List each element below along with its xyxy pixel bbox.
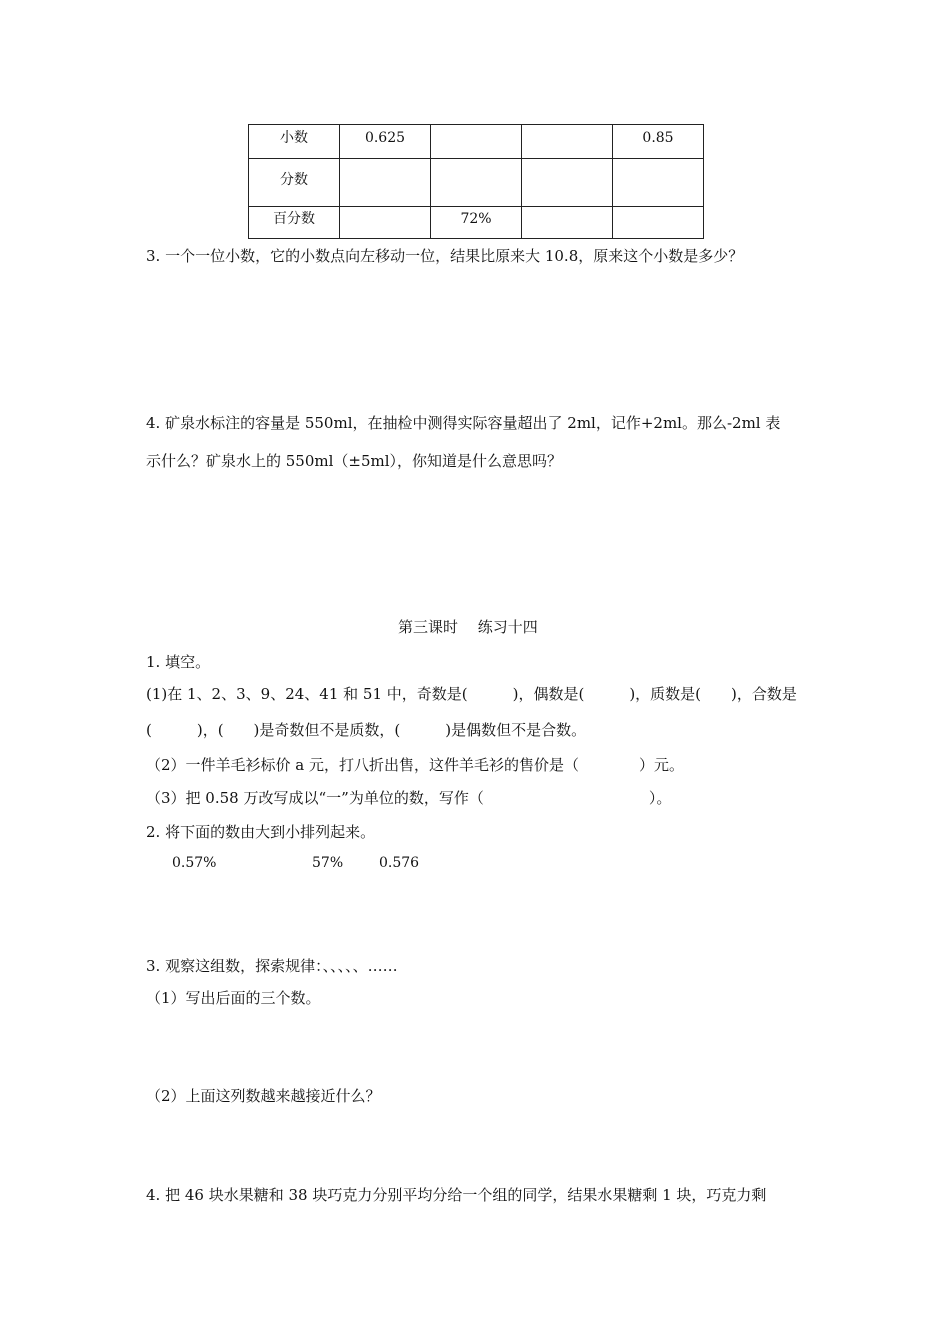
table-cell: 0.625 [340,125,431,159]
table-cell [613,159,704,207]
s3-part2: （2）上面这列数越来越接近什么？ [146,1087,381,1105]
s1-part3: （3）把 0.58 万改写成以“一”为单位的数，写作（ ）。 [146,789,672,807]
question-4-line-1: 4. 矿泉水标注的容量是 550ml，在抽检中测得实际容量超出了 2ml，记作+2ml。那么-2ml 表 [146,414,781,432]
table-cell [522,207,613,239]
table-cell: 72% [431,207,522,239]
section-title: 第三课时 练习十四 [398,618,538,636]
table-cell [340,207,431,239]
table-cell [522,125,613,159]
s1-part1-line2: ( )，( )是奇数但不是质数，( )是偶数但不是合数。 [146,721,587,739]
table-cell [522,159,613,207]
row-label: 小数 [249,125,340,159]
table-cell [431,125,522,159]
row-label: 百分数 [249,207,340,239]
question-3: 3. 一个一位小数，它的小数点向左移动一位，结果比原来大 10.8，原来这个小数是多少？ [146,247,744,265]
number-item: 0.57% [172,855,217,871]
s3-part1: （1）写出后面的三个数。 [146,989,321,1007]
table-row [249,159,704,207]
question-4-line-2: 示什么？矿泉水上的 550ml（±5ml），你知道是什么意思吗？ [146,452,563,470]
s1-part1-line1: (1)在 1、2、3、9、24、41 和 51 中，奇数是( )，偶数是( )，质数是( )，合数是 [146,685,797,703]
s1-heading: 1. 填空。 [146,653,211,671]
s2-heading: 2. 将下面的数由大到小排列起来。 [146,823,376,841]
table-row [249,125,704,159]
table-cell [340,159,431,207]
s3-heading: 3. 观察这组数，探索规律：、、、、、…… [146,957,398,975]
number-item: 57% [312,855,344,871]
table-row [249,207,704,239]
conversion-table [248,124,704,239]
row-label: 分数 [249,159,340,207]
question-4b-line-1: 4. 把 46 块水果糖和 38 块巧克力分别平均分给一个组的同学，结果水果糖剩 1 块，巧克力剩 [146,1186,767,1204]
number-item: 0.576 [379,855,420,871]
table-cell: 0.85 [613,125,704,159]
s1-part2: （2）一件羊毛衫标价 a 元，打八折出售，这件羊毛衫的售价是（ ）元。 [146,756,685,774]
table-cell [431,159,522,207]
table-cell [613,207,704,239]
